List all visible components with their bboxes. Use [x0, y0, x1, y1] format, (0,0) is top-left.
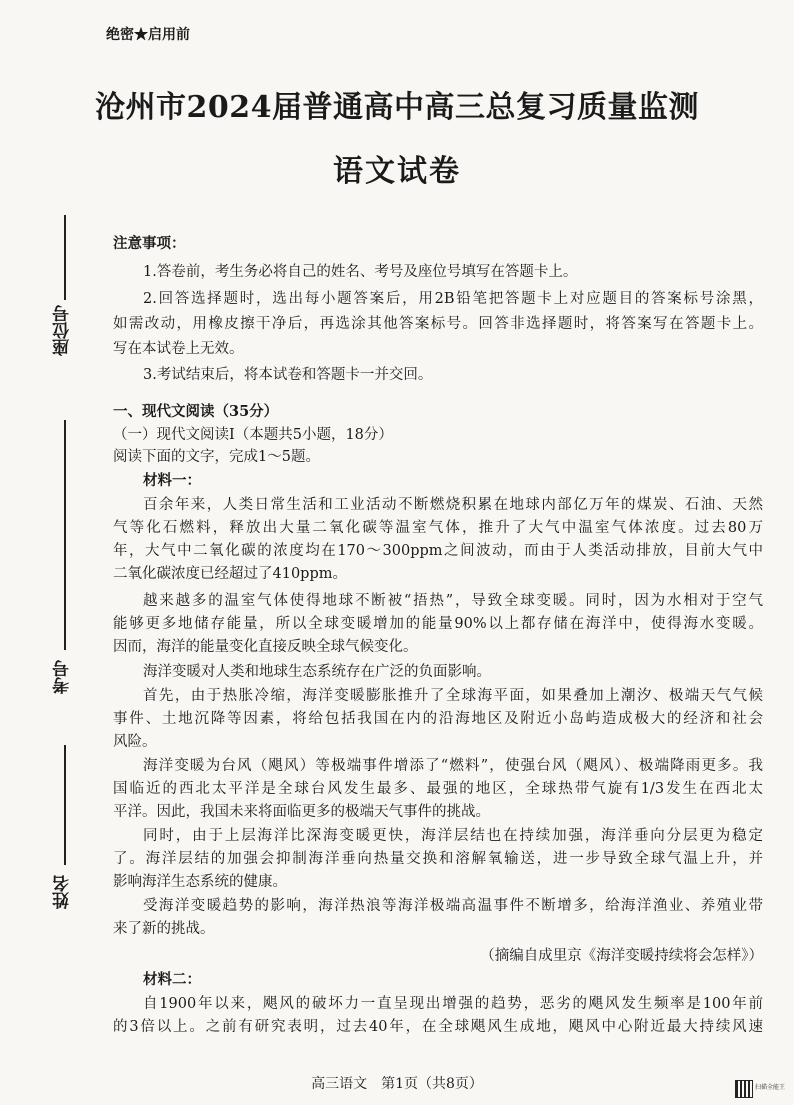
- material-1-line: 平洋。因此，我国未来将面临更多的极端天气事件的挑战。: [113, 804, 490, 820]
- material-1-line: 事件、土地沉降等因素，将给包括我国在内的沿海地区及附近小岛屿造成极大的经济和社会: [113, 711, 763, 727]
- material-1-line: 年，大气中二氧化碳的浓度均在170～300ppm之间波动，而由于人类活动排放，目前大气中: [113, 543, 763, 559]
- name-label: 姓名: [53, 875, 73, 909]
- material-2-label: 材料二：: [143, 971, 201, 988]
- material-1-line: 风险。: [113, 734, 157, 750]
- material-1-line: 能够更多地储存能量，所以全球变暖增加的能量90%以上都存储在海洋中，使得海水变暖。: [113, 616, 763, 632]
- material-1-line: 越来越多的温室气体使得地球不断被“捂热”，导致全球变暖。同时，因为水相对于空气: [143, 593, 763, 609]
- seat-label: 座位号: [53, 305, 73, 356]
- material-1-source: （摘编自成里京《海洋变暖持续将会怎样》）: [480, 948, 763, 964]
- material-1-line: 同时，由于上层海洋比深海变暖更快，海洋层结也在持续加强，海洋垂向分层更为稳定: [143, 828, 763, 844]
- exam-title: 沧州市2024届普通高中高三总复习质量监测: [95, 90, 699, 125]
- material-1-line: 百余年来，人类日常生活和工业活动不断燃烧积累在地球内部亿万年的煤炭、石油、天然: [143, 497, 763, 513]
- confidential-label: 绝密★启用前: [106, 27, 190, 43]
- note-item-2-line-1: 2.回答选择题时，选出每小题答案后，用2B铅笔把答题卡上对应题目的答案标号涂黑，: [143, 291, 763, 307]
- material-1-line: 国临近的西北太平洋是全球台风发生最多、最强的地区，全球热带气旋有1/3发生在西北太: [113, 781, 763, 797]
- material-2-line: 的3倍以上。之前有研究表明，过去40年，在全球飓风生成地，飓风中心附近最大持续风速: [113, 1019, 763, 1035]
- scanner-watermark: 扫描全能王: [755, 1084, 786, 1091]
- material-1-line: 海洋变暖对人类和地球生态系统存在广泛的负面影响。: [143, 664, 491, 680]
- page-footer: 高三语文 第1页（共8页）: [311, 1076, 483, 1092]
- exam-subtitle: 语文试卷: [333, 154, 461, 189]
- qr-code-icon: [735, 1080, 753, 1098]
- section-heading: 一、现代文阅读（35分）: [113, 403, 279, 420]
- material-1-line: 来了新的挑战。: [113, 921, 215, 937]
- material-1-line: 二氧化碳浓度已经超过了410ppm。: [113, 566, 347, 582]
- note-item-2-line-2: 如需改动，用橡皮擦干净后，再选涂其他答案标号。回答非选择题时，将答案写在答题卡上。: [113, 316, 763, 332]
- material-1-line: 海洋变暖为台风（飓风）等极端事件增添了“燃料”，使强台风（飓风）、极端降雨更多。我: [143, 758, 763, 774]
- material-1-line: 影响海洋生态系统的健康。: [113, 874, 287, 890]
- name-line: [64, 745, 66, 865]
- material-1-line: 受海洋变暖趋势的影响，海洋热浪等海洋极端高温事件不断增多，给海洋渔业、养殖业带: [143, 898, 763, 914]
- exam-no-label: 考号: [53, 660, 73, 694]
- note-item-2-line-3: 写在本试卷上无效。: [113, 341, 244, 357]
- material-1-line: 气等化石燃料，释放出大量二氧化碳等温室气体，推升了大气中温室气体浓度。过去80万: [113, 520, 763, 536]
- subsection-heading: （一）现代文阅读Ⅰ（本题共5小题，18分）: [113, 427, 393, 443]
- note-item-1: 1.答卷前，考生务必将自己的姓名、考号及座位号填写在答题卡上。: [143, 264, 578, 280]
- exam-no-line: [64, 420, 66, 650]
- material-1-label: 材料一：: [143, 472, 201, 489]
- notes-heading: 注意事项：: [113, 235, 186, 252]
- material-1-line: 因而，海洋的能量变化直接反映全球气候变化。: [113, 639, 418, 655]
- reading-instruction: 阅读下面的文字，完成1～5题。: [113, 449, 320, 465]
- seat-line: [64, 215, 66, 300]
- material-1-line: 了。海洋层结的加强会抑制海洋垂向热量交换和溶解氧输送，进一步导致全球气温上升，并: [113, 851, 763, 867]
- note-item-3: 3.考试结束后，将本试卷和答题卡一并交回。: [143, 367, 433, 383]
- material-2-line: 自1900年以来，飓风的破坏力一直呈现出增强的趋势，恶劣的飓风发生频率是100年前: [143, 996, 763, 1012]
- material-1-line: 首先，由于热胀冷缩，海洋变暖膨胀推升了全球海平面，如果叠加上潮汐、极端天气气候: [143, 688, 763, 704]
